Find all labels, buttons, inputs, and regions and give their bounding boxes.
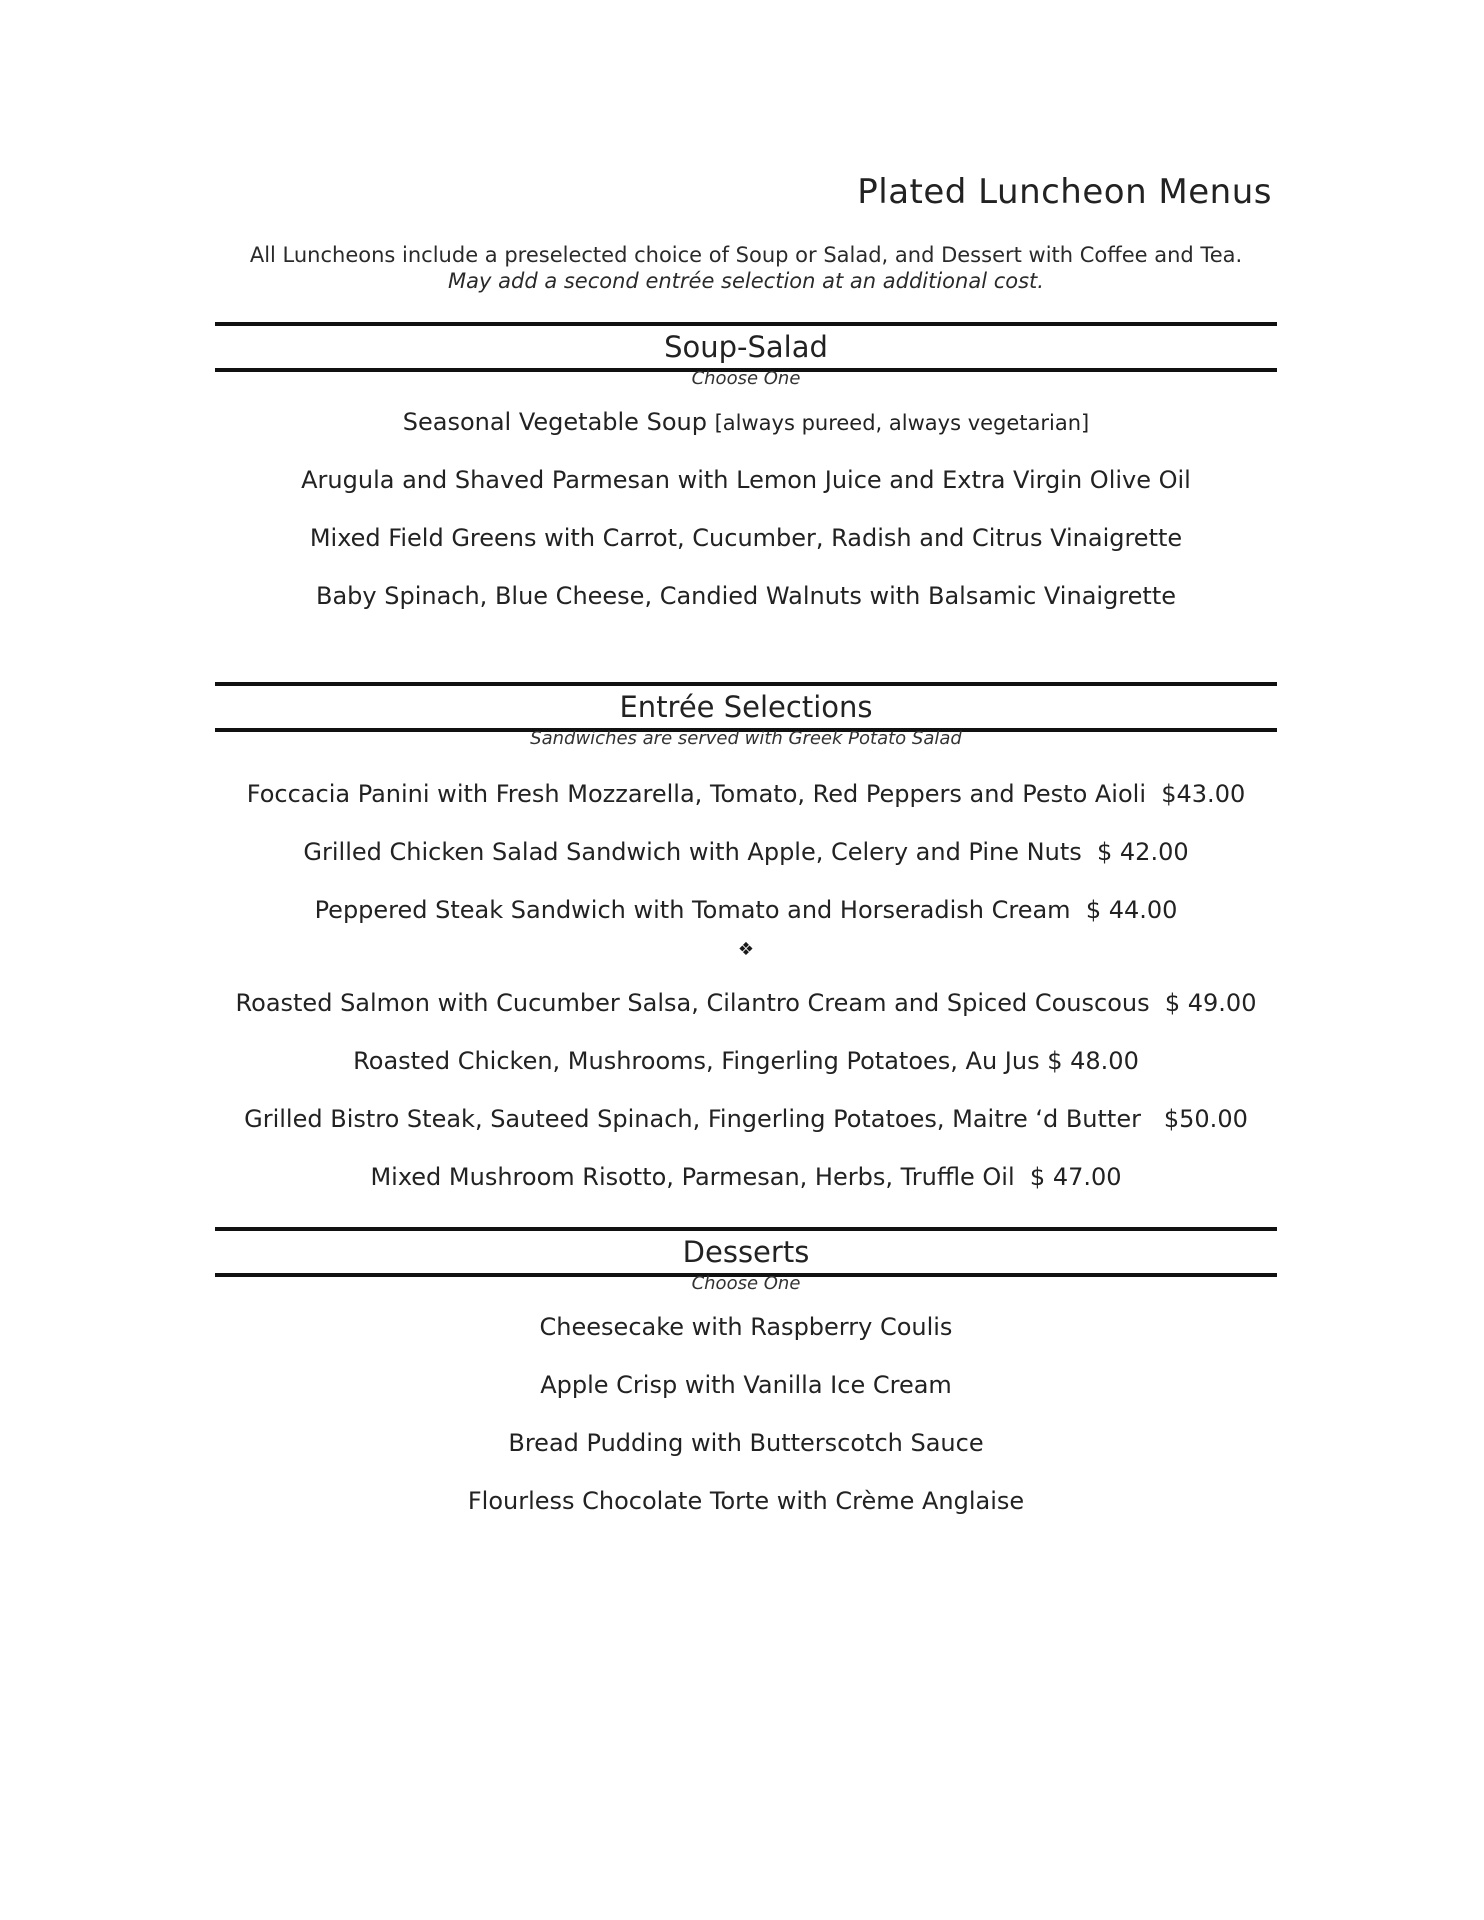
list-item: [215, 974, 1277, 1032]
list-item: [215, 823, 1277, 881]
ornament-divider-icon: ❖: [737, 939, 755, 960]
list-item: [215, 881, 1277, 939]
intro: [215, 242, 1277, 294]
page-title: Plated Luncheon Menus: [857, 172, 1272, 212]
item-name: Bread Pudding with Butterscotch Sauce: [508, 1429, 984, 1457]
list-item: [215, 509, 1277, 567]
section-heading-desserts: Desserts: [215, 1227, 1277, 1277]
item-name: Mixed Field Greens with Carrot, Cucumber, Radish and Citrus Vinaigrette: [309, 524, 1183, 552]
sandwich-list: [215, 765, 1277, 939]
item-name: Roasted Chicken, Mushrooms, Fingerling Potatoes, Au Jus: [353, 1047, 1040, 1075]
item-name: Mixed Mushroom Risotto, Parmesan, Herbs, Truffle Oil: [370, 1163, 1015, 1191]
section-note-desserts: Choose One: [691, 1273, 801, 1294]
list-item: [215, 1298, 1277, 1356]
item-name: Grilled Bistro Steak, Sauteed Spinach, Fingerling Potatoes, Maitre ‘d Butter: [244, 1105, 1141, 1133]
list-item: [215, 1356, 1277, 1414]
list-item: [215, 567, 1277, 625]
item-name: Baby Spinach, Blue Cheese, Candied Walnuts with Balsamic Vinaigrette: [315, 582, 1176, 610]
item-detail: [always pureed, always vegetarian]: [714, 411, 1090, 435]
item-name: Foccacia Panini with Fresh Mozzarella, Tomato, Red Peppers and Pesto Aioli: [246, 780, 1146, 808]
entree-plate-list: [215, 974, 1277, 1206]
item-price: $ 48.00: [1047, 1047, 1139, 1075]
item-name: Grilled Chicken Salad Sandwich with Apple, Celery and Pine Nuts: [303, 838, 1082, 866]
section-heading-entrees: Entrée Selections: [215, 682, 1277, 732]
section-heading-soup-salad: Soup-Salad: [215, 322, 1277, 372]
item-name: Seasonal Vegetable Soup: [402, 408, 707, 436]
list-item: [215, 1414, 1277, 1472]
list-item: [215, 1090, 1277, 1148]
list-item: [215, 1032, 1277, 1090]
item-price: $ 42.00: [1097, 838, 1189, 866]
item-name: Flourless Chocolate Torte with Crème Anglaise: [467, 1487, 1025, 1515]
list-item: [215, 1148, 1277, 1206]
list-item: [215, 765, 1277, 823]
item-price: $ 47.00: [1029, 1163, 1122, 1191]
section-note-soup-salad: Choose One: [691, 368, 801, 389]
dessert-list: [215, 1298, 1277, 1530]
item-price: $ 49.00: [1164, 989, 1257, 1017]
soup-salad-list: [215, 393, 1277, 625]
section-note-entrees: Sandwiches are served with Greek Potato Salad: [530, 728, 962, 749]
intro-note: May add a second entrée selection at an additional cost.: [448, 269, 1044, 293]
item-price: $ 44.00: [1085, 896, 1178, 924]
list-item: [215, 451, 1277, 509]
item-price: $50.00: [1163, 1105, 1248, 1133]
item-name: Roasted Salmon with Cucumber Salsa, Cilantro Cream and Spiced Couscous: [235, 989, 1150, 1017]
menu-page: [215, 0, 1277, 1920]
intro-line: All Luncheons include a preselected choice of Soup or Salad, and Dessert with Coffee and Tea.: [249, 243, 1243, 267]
item-name: Peppered Steak Sandwich with Tomato and Horseradish Cream: [314, 896, 1071, 924]
item-name: Arugula and Shaved Parmesan with Lemon Juice and Extra Virgin Olive Oil: [301, 466, 1191, 494]
list-item: [215, 1472, 1277, 1530]
item-name: Apple Crisp with Vanilla Ice Cream: [540, 1371, 952, 1399]
item-price: $43.00: [1161, 780, 1246, 808]
item-name: Cheesecake with Raspberry Coulis: [539, 1313, 953, 1341]
list-item: [215, 393, 1277, 451]
